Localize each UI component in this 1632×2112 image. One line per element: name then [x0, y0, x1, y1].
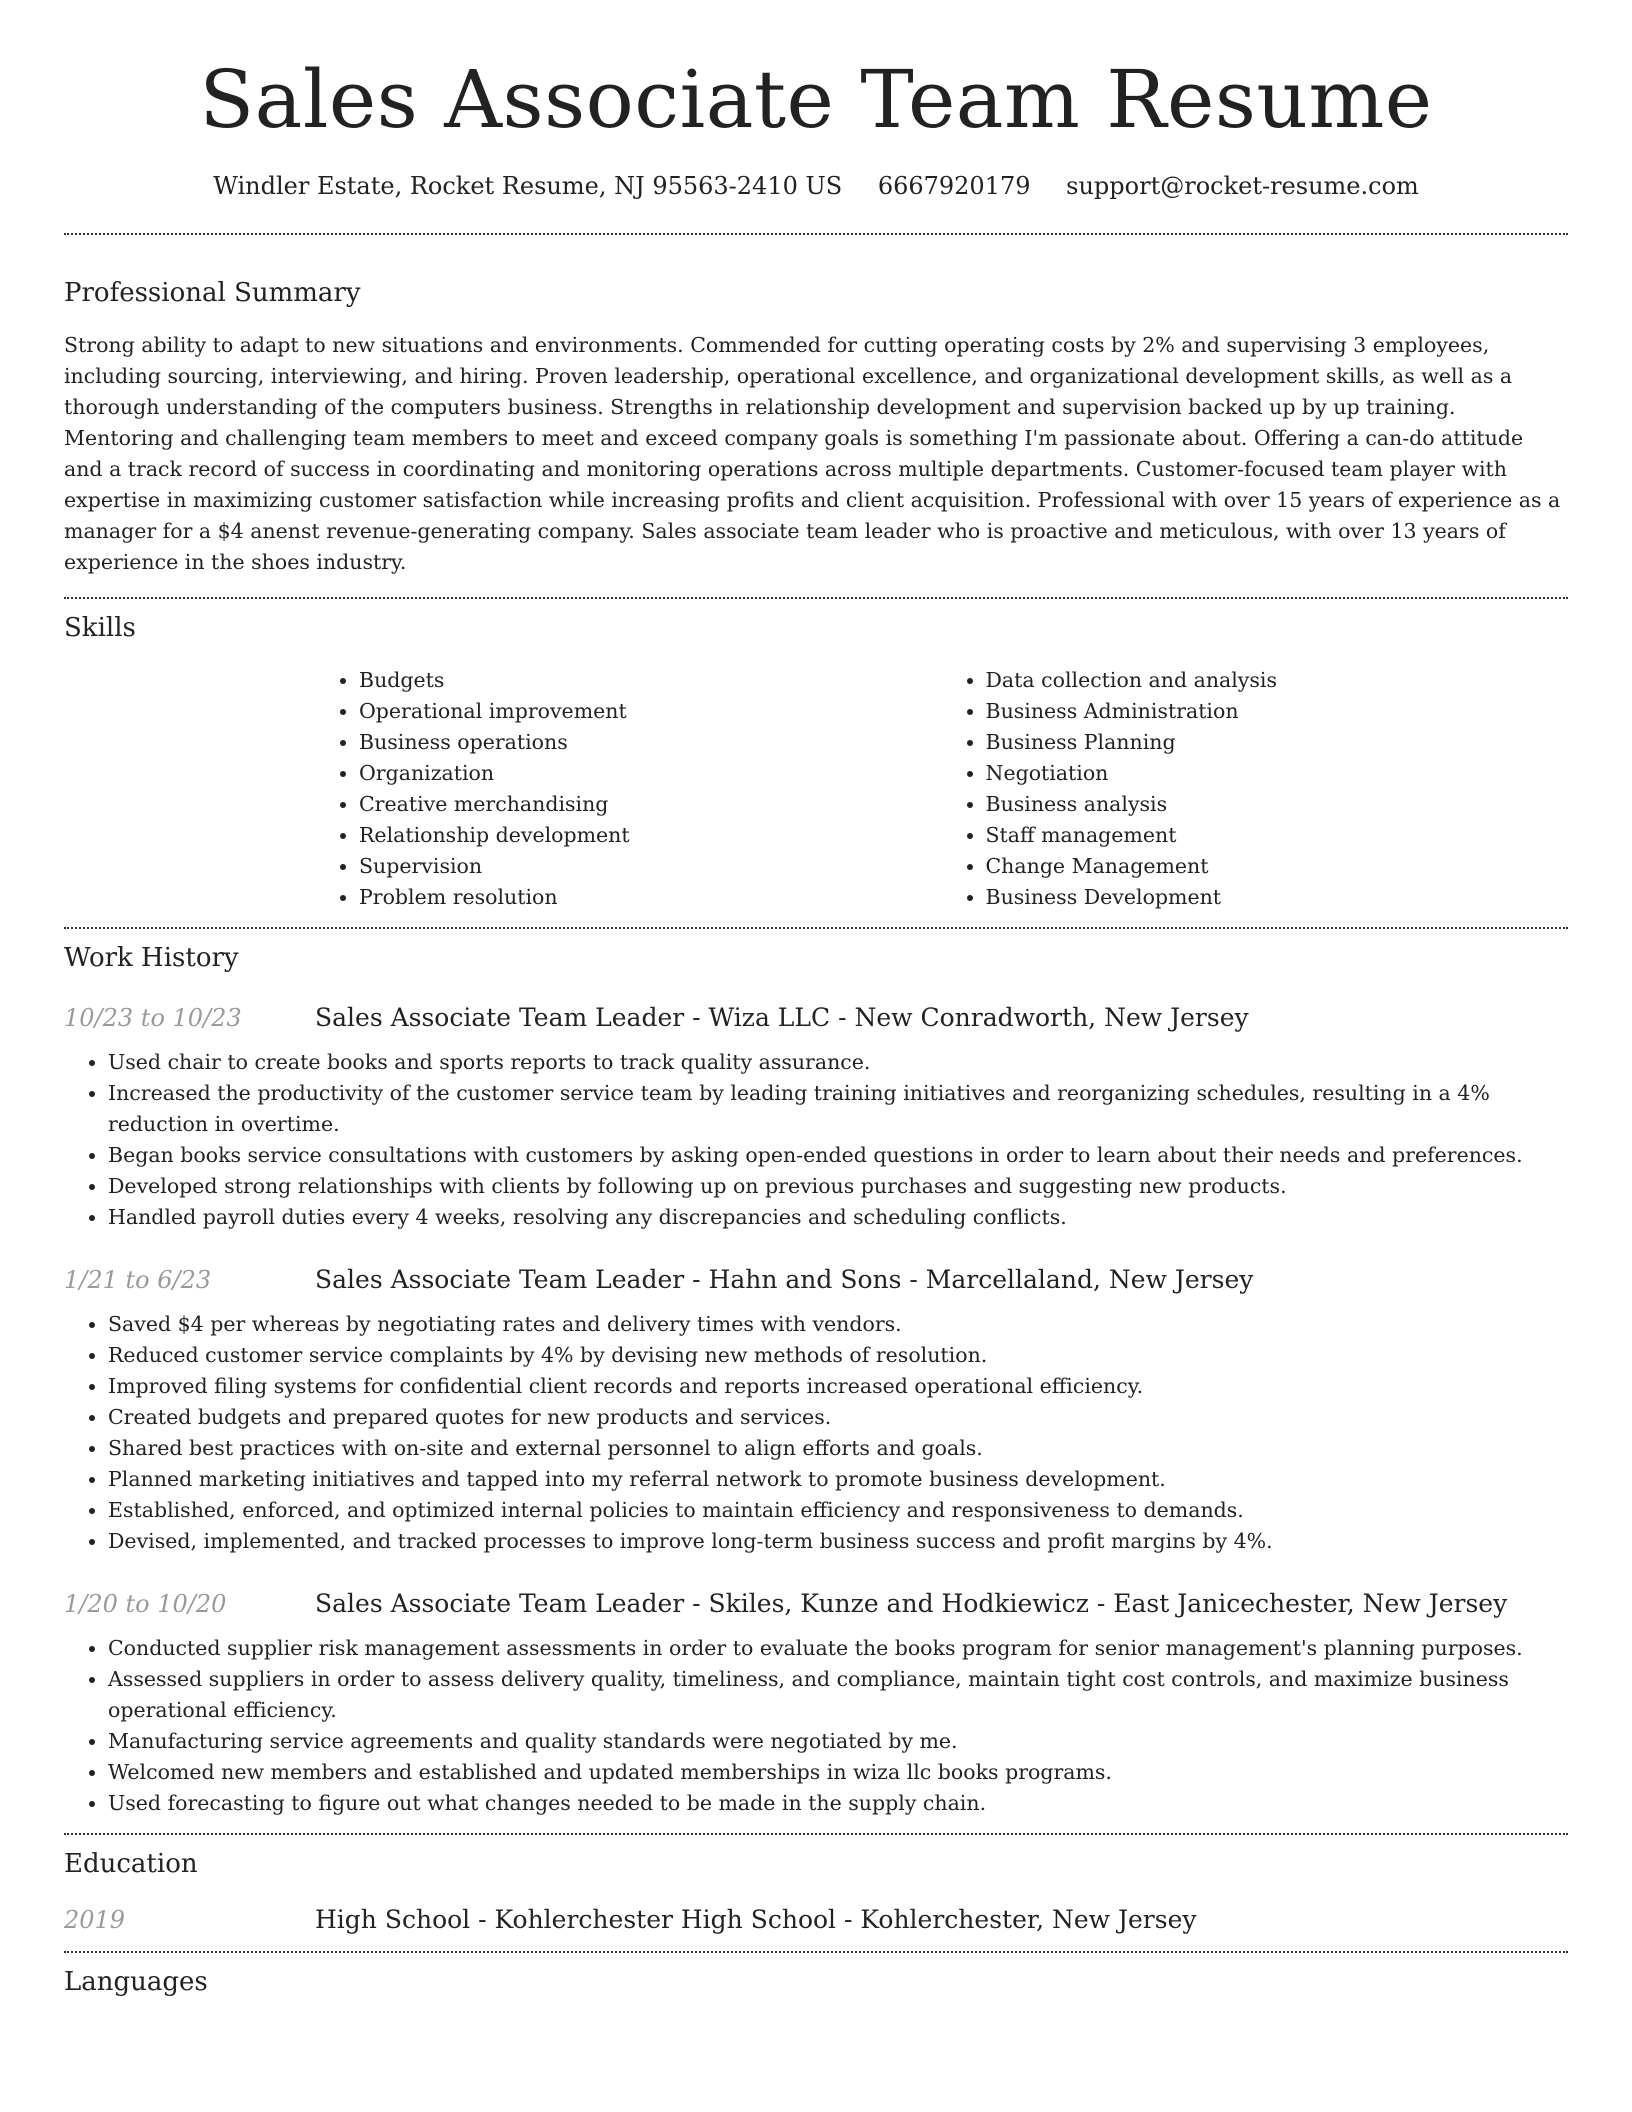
skill-item: • Relationship development — [359, 820, 942, 851]
job-bullet: • Developed strong relationships with clients by following up on previous purchases and suggesting new products. — [108, 1171, 1568, 1202]
resume-page — [64, 0, 1568, 1999]
job-bullet: • Improved filing systems for confidential client records and reports increased operational efficiency. — [108, 1371, 1568, 1402]
skills-heading: Skills — [64, 613, 136, 643]
job-entry — [64, 1587, 1568, 1819]
contact-line — [64, 170, 1568, 202]
job-bullet: • Saved $4 per whereas by negotiating rates and delivery times with vendors. — [108, 1309, 1568, 1340]
education-date: 2019 — [64, 1906, 126, 1934]
divider — [64, 1951, 1568, 1953]
languages-section — [64, 1965, 1568, 1999]
contact-address: Windler Estate, Rocket Resume, NJ 95563-2410 US — [213, 172, 843, 200]
skill-item: • Business Development — [986, 882, 1569, 913]
skill-item: • Budgets — [359, 665, 942, 696]
job-dates: 10/23 to 10/23 — [64, 1004, 242, 1032]
contact-phone: 6667920179 — [877, 172, 1031, 200]
job-bullets — [64, 1309, 1568, 1557]
divider — [64, 233, 1568, 235]
job-bullet: • Used chair to create books and sports reports to track quality assurance. — [108, 1047, 1568, 1078]
contact-email: support@rocket-resume.com — [1066, 172, 1419, 200]
skill-item: • Negotiation — [986, 758, 1569, 789]
job-title: Sales Associate Team Leader - Wiza LLC - New Conradworth, New Jersey — [315, 1003, 1249, 1032]
job-header — [64, 1263, 1568, 1297]
skill-item: • Supervision — [359, 851, 942, 882]
skill-item: • Organization — [359, 758, 942, 789]
job-bullet: • Established, enforced, and optimized internal policies to maintain efficiency and responsiveness to demands. — [108, 1495, 1568, 1526]
job-dates: 1/20 to 10/20 — [64, 1590, 227, 1618]
skill-item: • Data collection and analysis — [986, 665, 1569, 696]
job-header — [64, 1587, 1568, 1621]
divider — [64, 597, 1568, 599]
skill-item: • Business operations — [359, 727, 942, 758]
skill-item: • Business Administration — [986, 696, 1569, 727]
job-bullets — [64, 1633, 1568, 1819]
summary-section — [64, 276, 1568, 578]
job-bullet: • Increased the productivity of the customer service team by leading training initiatives and reorganizing schedules, resulting in a 4% reduction in overtime. — [108, 1078, 1568, 1140]
job-bullet: • Assessed suppliers in order to assess delivery quality, timeliness, and compliance, maintain tight cost controls, and maximize business operational efficiency. — [108, 1664, 1568, 1726]
job-bullet: • Planned marketing initiatives and tapped into my referral network to promote business development. — [108, 1464, 1568, 1495]
skill-item: • Business analysis — [986, 789, 1569, 820]
skill-item: • Staff management — [986, 820, 1569, 851]
job-entry — [64, 1001, 1568, 1233]
education-heading: Education — [64, 1849, 198, 1879]
skill-item: • Change Management — [986, 851, 1569, 882]
resume-title: Sales Associate Team Resume — [199, 53, 1433, 146]
job-entry — [64, 1263, 1568, 1557]
job-bullet: • Reduced customer service complaints by 4% by devising new methods of resolution. — [108, 1340, 1568, 1371]
languages-heading: Languages — [64, 1967, 208, 1997]
work-history-heading: Work History — [64, 943, 239, 973]
job-bullet: • Began books service consultations with customers by asking open-ended questions in order to learn about their needs and preferences. — [108, 1140, 1568, 1171]
job-bullet: • Created budgets and prepared quotes for new products and services. — [108, 1402, 1568, 1433]
skills-section — [64, 611, 1568, 913]
job-bullet: • Devised, implemented, and tracked processes to improve long-term business success and profit margins by 4%. — [108, 1526, 1568, 1557]
summary-heading: Professional Summary — [64, 278, 361, 308]
summary-text: Strong ability to adapt to new situations and environments. Commended for cutting operating costs by 2% and supervising 3 employees, including sourcing, interviewing, and hiring. Proven leadership, operational excellence, and organizational development skills, as well as a thorough understanding of the computers business. Strengths in relationship development and supervision backed up by up training. Mentoring and challenging team members to meet and exceed company goals is something I'm passionate about. Offering a can-do attitude and a track record of success in coordinating and monitoring operations across multiple departments. Customer-focused team player with expertise in maximizing customer satisfaction while increasing profits and client acquisition. Professional with over 15 years of experience as a manager for a $4 anenst revenue-generating company. Sales associate team leader who is proactive and meticulous, with over 13 years of experience in the shoes industry. — [64, 333, 1561, 574]
skill-item: • Operational improvement — [359, 696, 942, 727]
work-history-section — [64, 941, 1568, 1819]
education-title: High School - Kohlerchester High School - Kohlerchester, New Jersey — [315, 1905, 1197, 1934]
skills-column-left — [315, 665, 942, 913]
job-bullet: • Used forecasting to figure out what changes needed to be made in the supply chain. — [108, 1788, 1568, 1819]
skills-column-right — [942, 665, 1569, 913]
job-header — [64, 1001, 1568, 1035]
job-title: Sales Associate Team Leader - Hahn and Sons - Marcellaland, New Jersey — [315, 1265, 1254, 1294]
job-bullet: • Shared best practices with on-site and external personnel to align efforts and goals. — [108, 1433, 1568, 1464]
divider — [64, 927, 1568, 929]
education-entry — [64, 1903, 1568, 1937]
skills-list — [315, 665, 1568, 913]
job-dates: 1/21 to 6/23 — [64, 1266, 212, 1294]
job-bullet: • Welcomed new members and established and updated memberships in wiza llc books programs. — [108, 1757, 1568, 1788]
job-bullet: • Handled payroll duties every 4 weeks, resolving any discrepancies and scheduling conflicts. — [108, 1202, 1568, 1233]
divider — [64, 1833, 1568, 1835]
education-section — [64, 1847, 1568, 1937]
job-bullet: • Conducted supplier risk management assessments in order to evaluate the books program for senior management's planning purposes. — [108, 1633, 1568, 1664]
skill-item: • Problem resolution — [359, 882, 942, 913]
job-bullets — [64, 1047, 1568, 1233]
skill-item: • Creative merchandising — [359, 789, 942, 820]
job-title: Sales Associate Team Leader - Skiles, Kunze and Hodkiewicz - East Janicechester, New Jersey — [315, 1589, 1508, 1618]
skill-item: • Business Planning — [986, 727, 1569, 758]
job-bullet: • Manufacturing service agreements and quality standards were negotiated by me. — [108, 1726, 1568, 1757]
